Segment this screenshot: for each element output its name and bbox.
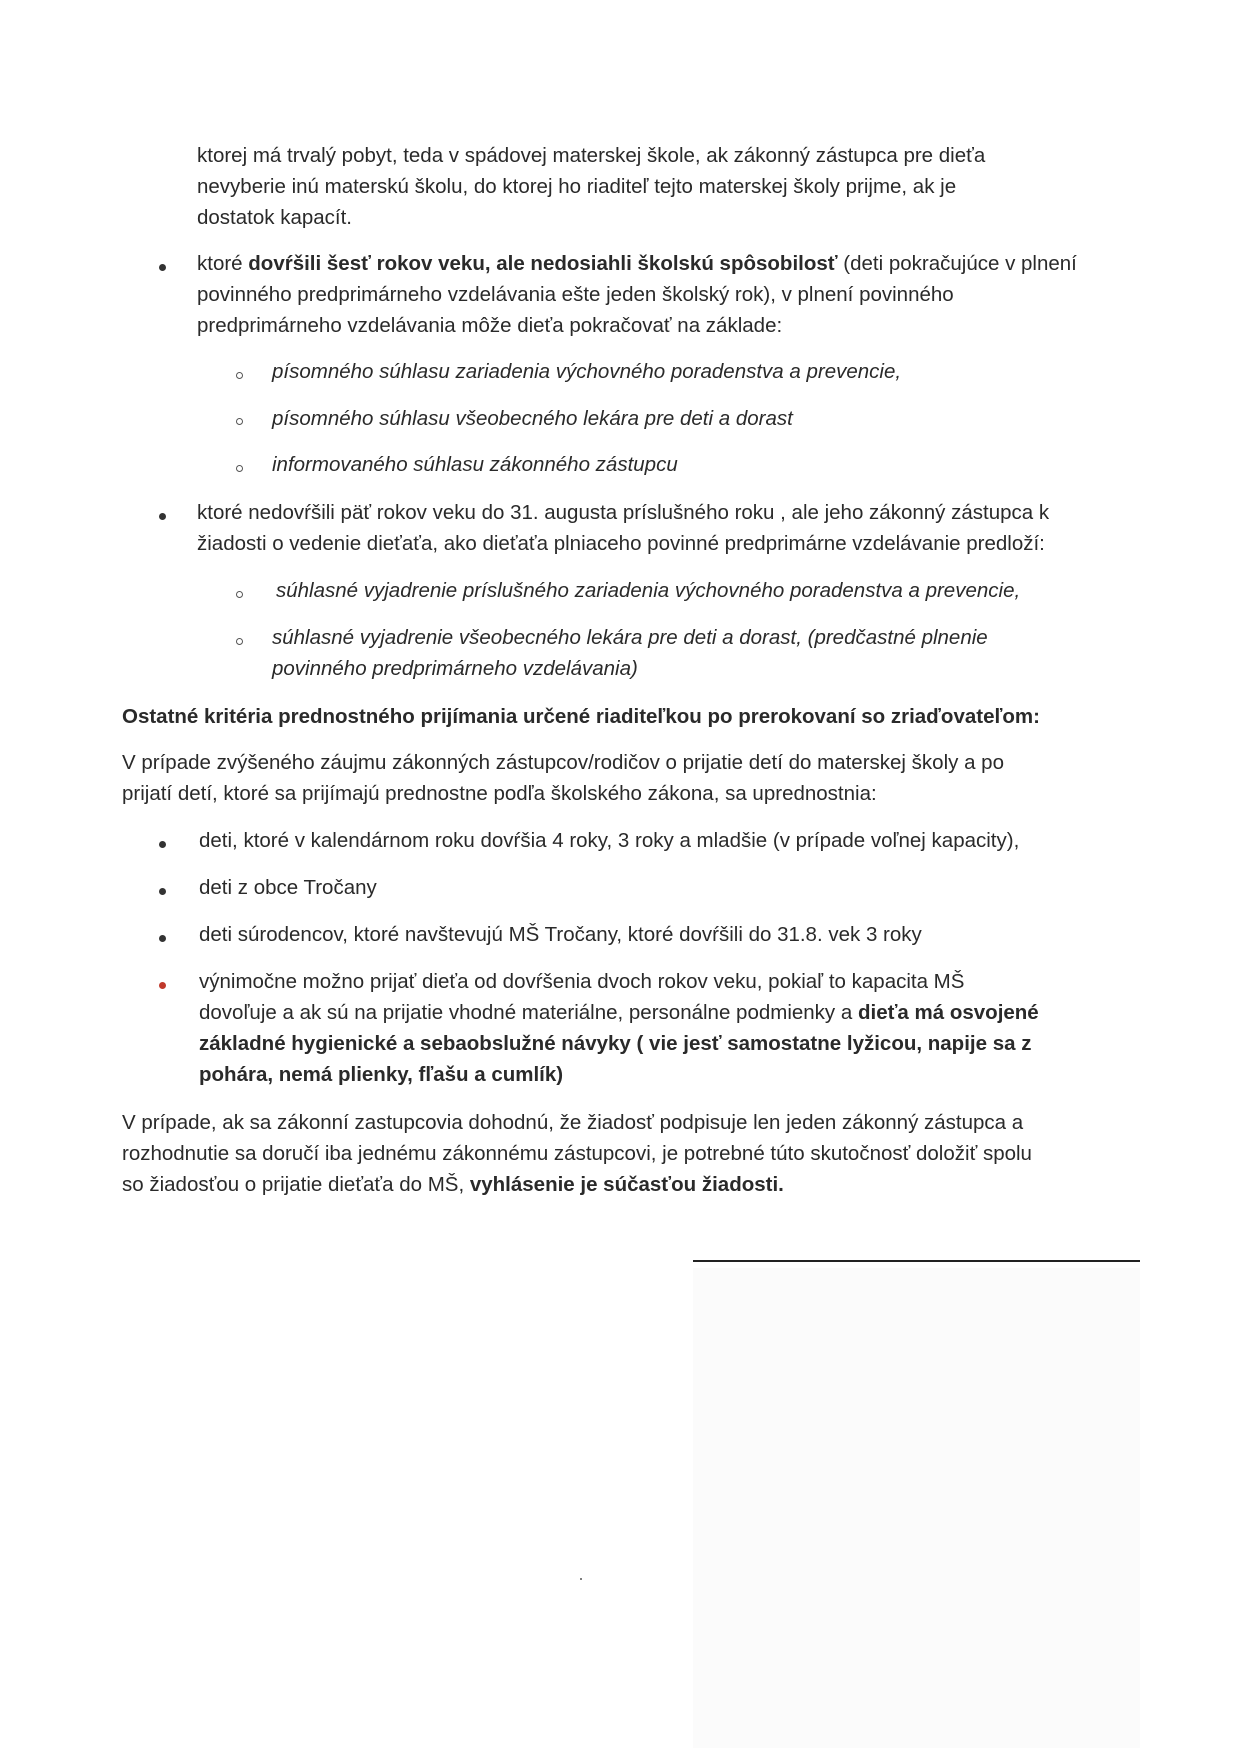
bullet2-sub-2-line-1: súhlasné vyjadrenie všeobecného lekára pre deti a dorast, (predčastné plnenie [272, 626, 988, 649]
circle-bullet-icon [236, 591, 243, 598]
bullet2-line-1: ktoré nedovŕšili päť rokov veku do 31. augusta príslušného roku , ale jeho zákonný zástupca k [197, 501, 1050, 524]
bullet1-line-3: predprimárneho vzdelávania môže dieťa pokračovať na základe: [197, 314, 783, 337]
list2-item-4-line-2 [199, 998, 1039, 1029]
para1-line-2: prijatí detí, ktoré sa prijímajú prednostne podľa školského zákona, sa uprednostnia: [122, 782, 877, 805]
para2-line-3 [122, 1170, 784, 1201]
item4-line2-bold: dieťa má osvojené [857, 1001, 1039, 1024]
scan-speck [580, 1578, 582, 1580]
para2-line-2: rozhodnutie sa doručí iba jednému zákonnému zástupcovi, je potrebné túto skutočnosť doložiť spolu [122, 1142, 1032, 1165]
bullet1-line-1 [197, 249, 1077, 280]
intro-line-3: dostatok kapacít. [197, 206, 352, 229]
intro-line-2: nevyberie inú materskú školu, do ktorej ho riaditeľ tejto materskej školy prijme, ak je [197, 175, 957, 198]
list2-item-4-line-4: pohára, nemá plienky, fľašu a cumlík) [199, 1063, 564, 1086]
bullet1-pre: ktoré [197, 252, 249, 275]
signature-area [693, 1268, 1140, 1748]
circle-bullet-icon [236, 418, 243, 425]
para2-line3-bold: vyhlásenie je súčasťou žiadosti. [469, 1173, 784, 1196]
bullet-icon [159, 264, 166, 271]
para2-line3-pre: so žiadosťou o prijatie dieťaťa do MŠ, [122, 1173, 470, 1196]
signature-line [693, 1260, 1140, 1262]
bullet2-sub-1: súhlasné vyjadrenie príslušného zariadenia výchovného poradenstva a prevencie, [276, 579, 1021, 602]
list2-item-3: deti súrodencov, ktoré navštevujú MŠ Tročany, ktoré dovŕšili do 31.8. vek 3 roky [199, 923, 922, 946]
bullet2-line-2: žiadosti o vedenie dieťaťa, ako dieťaťa plniaceho povinné predprimárne vzdelávanie predloží: [197, 532, 1045, 555]
para1-line-1: V prípade zvýšeného záujmu zákonných zástupcov/rodičov o prijatie detí do materskej školy a po [122, 751, 1004, 774]
list2-item-4-line-3: základné hygienické a sebaobslužné návyky ( vie jesť samostatne lyžicou, napije sa z [199, 1032, 1032, 1055]
bullet-icon [159, 982, 166, 989]
circle-bullet-icon [236, 372, 243, 379]
bullet-icon [159, 513, 166, 520]
bullet1-sub-2: písomného súhlasu všeobecného lekára pre deti a dorast [272, 407, 793, 430]
item4-line2-pre: dovoľuje a ak sú na prijatie vhodné materiálne, personálne podmienky a [199, 1001, 858, 1024]
bullet-icon [159, 935, 166, 942]
list2-item-2: deti z obce Tročany [199, 876, 377, 899]
bullet1-sub-3: informovaného súhlasu zákonného zástupcu [272, 453, 678, 476]
bullet2-sub-2-line-2: povinného predprimárneho vzdelávania) [272, 657, 638, 680]
bullet1-post: (deti pokračujúce v plnení [837, 252, 1077, 275]
bullet-icon [159, 888, 166, 895]
bullet1-line-2: povinného predprimárneho vzdelávania ešte jeden školský rok), v plnení povinného [197, 283, 954, 306]
intro-line-1: ktorej má trvalý pobyt, teda v spádovej materskej škole, ak zákonný zástupca pre dieťa [197, 144, 986, 167]
para2-line-1: V prípade, ak sa zákonní zastupcovia dohodnú, že žiadosť podpisuje len jeden zákonný zástupca a [122, 1111, 1024, 1134]
bullet-icon [159, 841, 166, 848]
circle-bullet-icon [236, 638, 243, 645]
bullet1-bold: dovŕšili šesť rokov veku, ale nedosiahli školskú spôsobilosť [248, 252, 838, 275]
section-heading: Ostatné kritéria prednostného prijímania určené riaditeľkou po prerokovaní so zriaďovateľom: [122, 705, 1040, 728]
list2-item-1: deti, ktoré v kalendárnom roku dovŕšia 4 roky, 3 roky a mladšie (v prípade voľnej kapacity), [199, 829, 1020, 852]
list2-item-4-line-1: výnimočne možno prijať dieťa od dovŕšenia dvoch rokov veku, pokiaľ to kapacita MŠ [199, 970, 965, 993]
circle-bullet-icon [236, 465, 243, 472]
bullet1-sub-1: písomného súhlasu zariadenia výchovného poradenstva a prevencie, [272, 360, 902, 383]
